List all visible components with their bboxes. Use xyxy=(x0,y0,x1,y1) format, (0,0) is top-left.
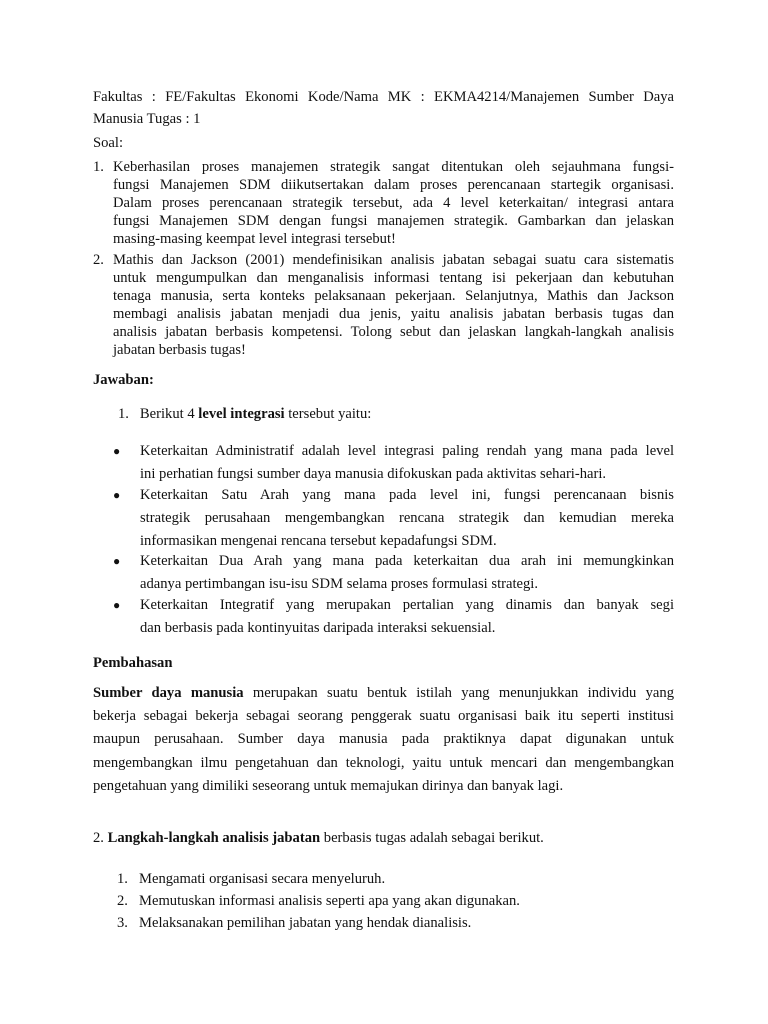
bullet-icon: ● xyxy=(113,444,121,458)
bullet-item xyxy=(113,484,674,554)
answer-number: 2. xyxy=(93,830,104,846)
question-line: untuk mengumpulkan dan menganalisis informasi tentang isi pekerjaan dan kebutuhan xyxy=(113,270,674,286)
step-text: Mengamati organisasi secara menyeluruh. xyxy=(139,871,386,887)
pembahasan-label: Pembahasan xyxy=(93,655,173,671)
bullet-line: Keterkaitan Dua Arah yang mana pada keterkaitan dua arah ini memungkinkan xyxy=(140,553,674,569)
question-line: tenaga manusia, serta konteks pelaksanaan pekerjaan. Selanjutnya, Mathis dan Jackson xyxy=(113,288,674,304)
step-number: 3. xyxy=(117,915,128,931)
step-text: Melaksanakan pemilihan jabatan yang hendak dianalisis. xyxy=(139,915,472,931)
paragraph-line: bekerja sebagai bekerja sebagai seorang penggerak suatu organisasi baik itu seperti institusi xyxy=(93,708,674,725)
paragraph-bold-term: Sumber daya manusia xyxy=(93,685,244,701)
question-line: membagi analisis jabatan menjadi dua jenis, yaitu analisis jabatan berbasis tugas dan xyxy=(113,306,674,322)
bullet-line: ini perhatian fungsi sumber daya manusia difokuskan pada aktivitas sehari-hari. xyxy=(140,466,607,483)
question-line: Keberhasilan proses manajemen strategik sangat ditentukan oleh sejauhmana fungsi- xyxy=(113,159,674,175)
bullet-line: Keterkaitan Integratif yang merupakan pertalian yang dinamis dan banyak segi xyxy=(140,597,674,613)
question-number: 1. xyxy=(93,159,104,175)
question-line: Mathis dan Jackson (2001) mendefinisikan analisis jabatan sebagai suatu cara sistematis xyxy=(113,252,674,268)
soal-label: Soal: xyxy=(93,135,123,151)
paragraph-text: merupakan suatu bentuk istilah yang menunjukkan individu yang xyxy=(243,685,675,701)
bullet-line: Keterkaitan Administratif adalah level integrasi paling rendah yang mana pada level xyxy=(140,443,674,459)
bullet-item xyxy=(113,440,674,486)
answer-2-intro xyxy=(93,828,544,848)
header-line-2: Manusia Tugas : 1 xyxy=(93,111,201,127)
bullet-line: dan berbasis pada kontinyuitas daripada interaksi sekuensial. xyxy=(140,620,496,637)
answer-1-intro xyxy=(118,404,371,424)
bullet-icon: ● xyxy=(113,488,121,502)
header-line-1: Fakultas : FE/Fakultas Ekonomi Kode/Nama MK : EKMA4214/Manajemen Sumber Daya xyxy=(93,89,674,105)
bullet-line: Keterkaitan Satu Arah yang mana pada level ini, fungsi perencanaan bisnis xyxy=(140,487,674,503)
step-number: 2. xyxy=(117,893,128,909)
step-item xyxy=(117,912,677,934)
pembahasan-paragraph xyxy=(93,682,674,798)
bullet-icon: ● xyxy=(113,598,121,612)
answer-text: Berikut 4 xyxy=(139,406,199,422)
step-item xyxy=(117,890,677,912)
question-line: fungsi Manajemen SDM diikutsertakan dalam proses perencanaan startegik organisasi. xyxy=(113,177,674,193)
paragraph-line xyxy=(93,682,674,705)
step-number: 1. xyxy=(117,871,128,887)
question-line: fungsi Manajemen SDM dengan fungsi manajemen strategik. Gambarkan dan jelaskan xyxy=(113,213,674,229)
paragraph-line: maupun perusahaan. Sumber daya manusia pada praktiknya dapat digunakan untuk xyxy=(93,731,674,748)
answer-text: berbasis tugas adalah sebagai berikut. xyxy=(320,830,544,846)
answer-text: tersebut yaitu: xyxy=(284,406,372,422)
paragraph-line: mengembangkan ilmu pengetahuan dan teknologi, yaitu untuk mencari dan mengembangkan xyxy=(93,754,674,771)
bullet-item xyxy=(113,550,674,596)
answer-bold-text: level integrasi xyxy=(198,406,285,422)
jawaban-label: Jawaban: xyxy=(93,372,154,388)
paragraph-line: pengetahuan yang dimiliki seseorang untuk memajukan dirinya dan banyak lagi. xyxy=(93,777,564,794)
question-2 xyxy=(93,251,674,359)
answer-number: 1. xyxy=(118,406,129,422)
bullet-line: strategik perusahaan mengembangkan rencana strategik dan kemudian mereka xyxy=(140,510,674,527)
question-1 xyxy=(93,158,674,248)
course-header xyxy=(93,86,674,130)
question-line: masing-masing keempat level integrasi tersebut! xyxy=(113,231,396,247)
bullet-icon: ● xyxy=(113,554,121,568)
bullet-line: informasikan mengenai rencana tersebut kepadafungsi SDM. xyxy=(140,533,497,550)
answer-bold-text: Langkah-langkah analisis jabatan xyxy=(107,830,321,846)
bullet-item xyxy=(113,594,674,640)
question-line: analisis jabatan berbasis kompetensi. Tolong sebut dan jelaskan langkah-langkah analisis xyxy=(113,324,674,340)
question-line: Dalam proses perencanaan strategik tersebut, ada 4 level keterkaitan/ integrasi antara xyxy=(113,195,674,211)
question-line: jabatan berbasis tugas! xyxy=(113,342,246,358)
step-text: Memutuskan informasi analisis seperti apa yang akan digunakan. xyxy=(139,893,520,909)
question-number: 2. xyxy=(93,252,104,268)
step-item xyxy=(117,868,677,890)
bullet-line: adanya pertimbangan isu-isu SDM selama proses formulasi strategi. xyxy=(140,576,538,593)
